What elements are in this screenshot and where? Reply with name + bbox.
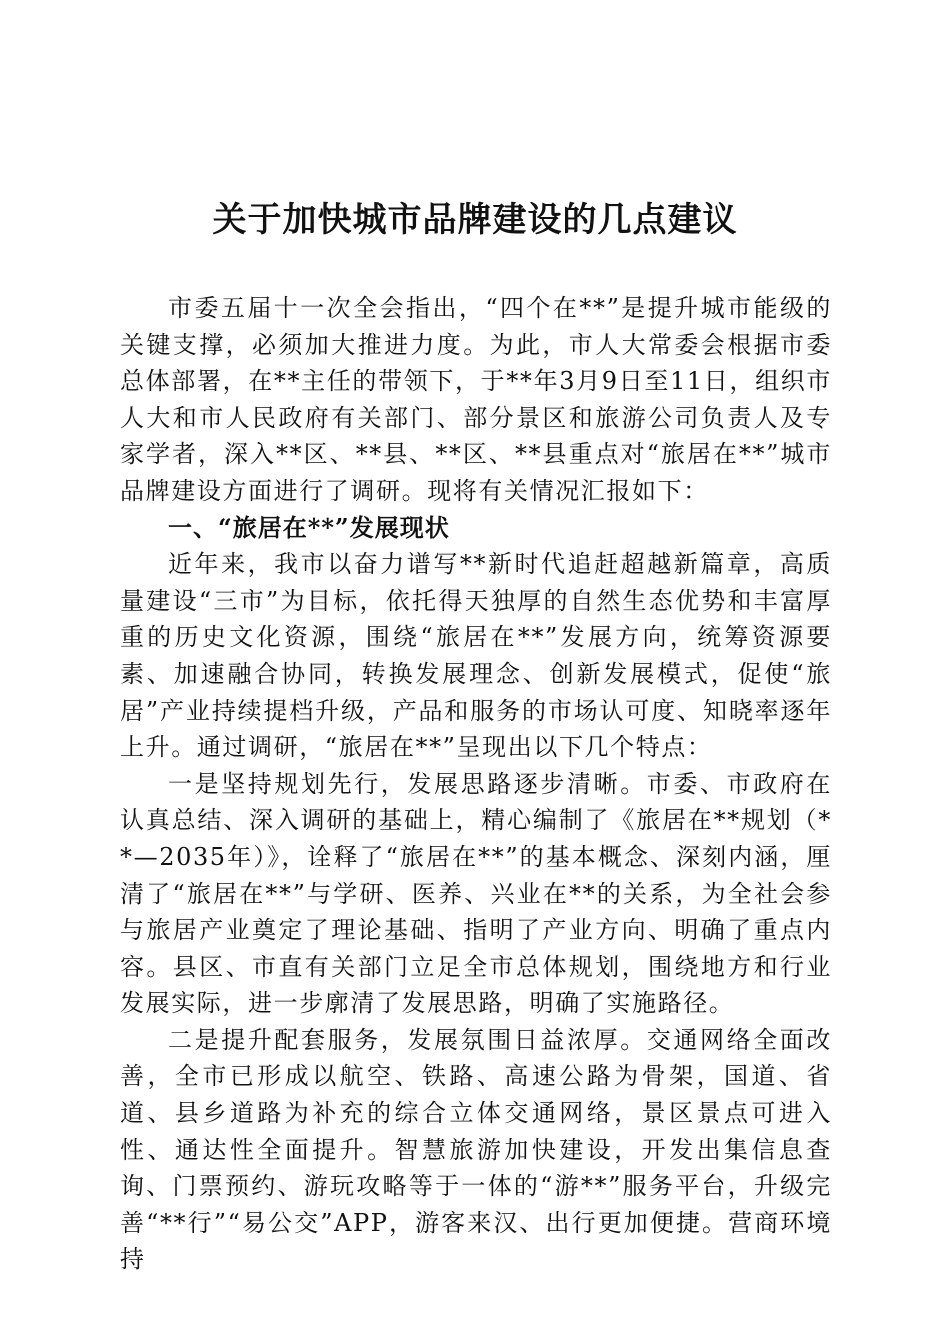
body-paragraph: 近年来，我市以奋力谱写**新时代追赶超越新篇章，高质量建设“三市”为目标，依托得天独厚的自然生态优势和丰富厚重的历史文化资源，围绕“旅居在**”发展方向，统筹资源要素、加速融合协同，转换发展理念、创新发展模式，促使“旅居”产业持续提档升级，产品和服务的市场认可度、知晓率逐年上升。通过调研，“旅居在**”呈现出以下几个特点： bbox=[120, 550, 832, 762]
body-paragraph: 二是提升配套服务，发展氛围日益浓厚。交通网络全面改善，全市已形成以航空、铁路、高速公路为骨架，国道、省道、县乡道路为补充的综合立体交通网络，景区景点可进入性、通达性全面提升。智慧旅游加快建设，开发出集信息查询、门票预约、游玩攻略等于一体的“游**”服务平台，升级完善“**行”“易公交”APP，游客来汉、出行更加便捷。营商环境持 bbox=[120, 1025, 832, 1274]
body-paragraph: 一是坚持规划先行，发展思路逐步清晰。市委、市政府在认真总结、深入调研的基础上，精心编制了《旅居在**规划（**—2035年）》，诠释了“旅居在**”的基本概念、深刻内涵，厘清了“旅居在**”与学研、医养、兴业在**的关系，为全社会参与旅居产业奠定了理论基础、指明了产业方向、明确了重点内容。县区、市直有关部门立足全市总体规划，围绕地方和行业发展实际，进一步廓清了发展思路，明确了实施路径。 bbox=[120, 769, 832, 1018]
document-title: 关于加快城市品牌建设的几点建议 bbox=[212, 200, 738, 240]
intro-paragraph: 市委五届十一次全会指出，“四个在**”是提升城市能级的关键支撑，必须加大推进力度。为此，市人大常委会根据市委总体部署，在**主任的带领下，于**年3月9日至11日，组织市人大和市人民政府有关部门、部分景区和旅游公司负责人及专家学者，深入**区、**县、**区、**县重点对“旅居在**”城市品牌建设方面进行了调研。现将有关情况汇报如下： bbox=[120, 294, 832, 505]
section-heading: 一、“旅居在**”发展现状 bbox=[168, 512, 450, 542]
document-body bbox=[120, 290, 832, 1278]
